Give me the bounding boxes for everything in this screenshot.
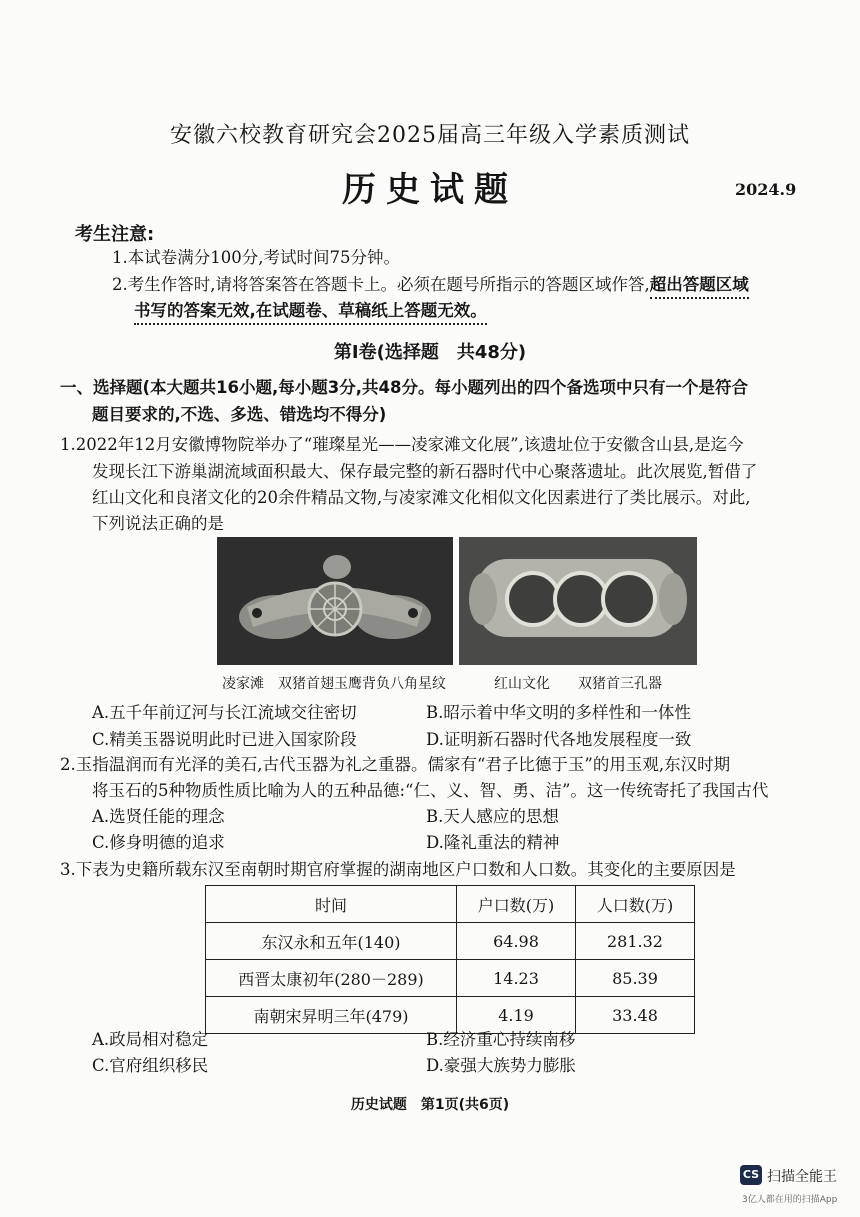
table-cell: 4.19	[457, 997, 576, 1034]
q2-option-c[interactable]: C.修身明德的追求	[92, 833, 225, 852]
q1-stem-line: 下列说法正确的是	[92, 514, 224, 533]
table-cell: 33.48	[576, 997, 695, 1034]
section-title: 第Ⅰ卷(选择题 共48分)	[333, 342, 527, 363]
table-row	[206, 960, 695, 997]
notice-item-1: 1.本试卷满分100分,考试时间75分钟。	[112, 248, 400, 267]
notice-item-2	[112, 272, 749, 298]
table-header-row	[206, 886, 695, 923]
exam-date: 2024.9	[735, 180, 797, 199]
notice-heading: 考生注意:	[75, 224, 155, 245]
table-cell: 南朝宋昇明三年(479)	[206, 997, 457, 1034]
table-cell: 东汉永和五年(140)	[206, 923, 457, 960]
table-cell: 64.98	[457, 923, 576, 960]
notice-item-2-emphasis: 超出答题区域	[650, 275, 749, 299]
q2-stem-line: 将玉石的5种物质性质比喻为人的五种品德:“仁、义、智、勇、洁”。这一传统寄托了我国古代	[92, 781, 769, 800]
notice-item-2-text: 2.考生作答时,请将答案答在答题卡上。必须在题号所指示的答题区域作答,	[112, 275, 650, 294]
jade-eagle-artifact-image	[217, 537, 453, 665]
q2-option-d[interactable]: D.隆礼重法的精神	[426, 833, 560, 852]
q1-option-d[interactable]: D.证明新石器时代各地发展程度一致	[426, 730, 692, 749]
q2-stem-line: 2.玉指温润而有光泽的美石,古代玉器为礼之重器。儒家有“君子比德于玉”的用玉观,东汉时期	[60, 755, 731, 774]
section-instructions-cont: 题目要求的,不选、多选、错选均不得分)	[92, 405, 387, 424]
q1-stem-line: 1.2022年12月安徽博物院举办了“璀璨星光——凌家滩文化展”,该遗址位于安徽含山县,是迄今	[60, 435, 744, 454]
camscanner-logo-icon: CS	[740, 1165, 762, 1185]
q3-option-a[interactable]: A.政局相对稳定	[92, 1030, 209, 1049]
table-cell: 85.39	[576, 960, 695, 997]
table-cell: 西晋太康初年(280－289)	[206, 960, 457, 997]
q1-stem-line: 红山文化和良渚文化的20余件精品文物,与凌家滩文化相似文化因素进行了类比展示。对此,	[92, 488, 751, 507]
scanner-tagline: 3亿人都在用的扫描App	[742, 1195, 838, 1205]
q2-option-a[interactable]: A.选贤任能的理念	[92, 807, 225, 826]
q3-option-d[interactable]: D.豪强大族势力膨胀	[426, 1056, 576, 1075]
notice-item-2-emphasis-cont: 书写的答案无效,在试题卷、草稿纸上答题无效。	[134, 301, 487, 325]
scanner-app-name: 扫描全能王	[767, 1169, 837, 1185]
table-header: 人口数(万)	[576, 886, 695, 923]
three-hole-jade-artifact-image	[459, 537, 697, 665]
q2-option-b[interactable]: B.天人感应的思想	[426, 807, 559, 826]
table-header: 时间	[206, 886, 457, 923]
table-cell: 14.23	[457, 960, 576, 997]
table-cell: 281.32	[576, 923, 695, 960]
household-population-table	[205, 885, 695, 1034]
page-footer: 历史试题 第1页(共6页)	[350, 1097, 510, 1113]
q1-option-c[interactable]: C.精美玉器说明此时已进入国家阶段	[92, 730, 357, 749]
q3-option-b[interactable]: B.经济重心持续南移	[426, 1030, 576, 1049]
q3-stem-line: 3.下表为史籍所载东汉至南朝时期官府掌握的湖南地区户口数和人口数。其变化的主要原因是	[60, 860, 736, 879]
q3-option-c[interactable]: C.官府组织移民	[92, 1056, 209, 1075]
notice-item-2-cont	[134, 298, 487, 324]
table-row	[206, 923, 695, 960]
table-header: 户口数(万)	[457, 886, 576, 923]
q1-option-b[interactable]: B.昭示着中华文明的多样性和一体性	[426, 703, 691, 722]
figure-caption-right: 红山文化 双猪首三孔器	[494, 676, 662, 692]
q1-stem-line: 发现长江下游巢湖流域面积最大、保存最完整的新石器时代中心聚落遗址。此次展览,暂借了	[92, 462, 758, 481]
section-instructions: 一、选择题(本大题共16小题,每小题3分,共48分。每小题列出的四个备选项中只有一个是符合	[60, 378, 748, 397]
figure-caption-left: 凌家滩 双猪首翅玉鹰背负八角星纹	[222, 676, 446, 692]
exam-super-title: 安徽六校教育研究会2025届高三年级入学素质测试	[170, 123, 690, 148]
q1-option-a[interactable]: A.五千年前辽河与长江流域交往密切	[92, 703, 357, 722]
exam-title: 历史试题	[342, 170, 518, 210]
